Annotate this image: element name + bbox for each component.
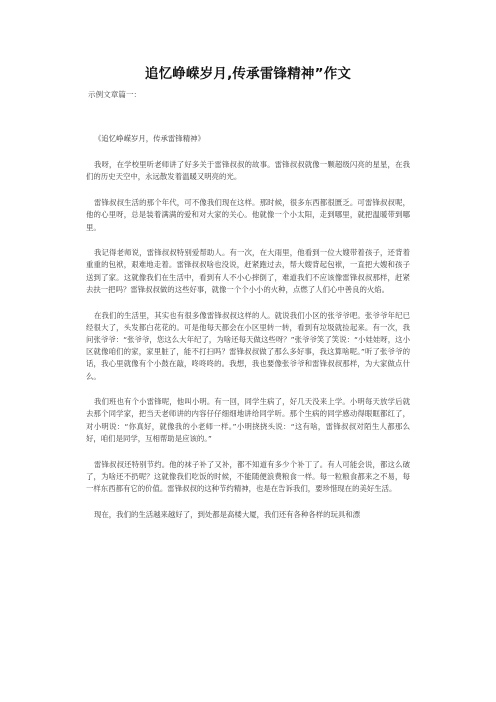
document-subtitle: 示例文章篇一： <box>88 90 142 99</box>
paragraph-3: 我记得老师说，雷锋叔叔特别爱帮助人。有一次，在大雨里，他看到一位大嫂带着孩子，还背着重重的包袱，艰难地走着。雷锋叔叔啥也没说，赶紧跑过去，帮大嫂背起包袱，一直把大嫂和孩子送到了家。这就像我们在生活中，看到有人不小心摔倒了，难道我们不应该像雷锋叔叔那样，赶紧去扶一把吗？雷锋叔叔做的这些好事，就像一个个小小的火种，点燃了人们心中善良的火焰。 <box>86 248 410 294</box>
paragraph-7: 现在，我们的生活越来越好了，到处都是高楼大厦，我们还有各种各样的玩具和漂 <box>94 509 361 519</box>
paragraph-1: 我呀，在学校里听老师讲了好多关于雷锋叔叔的故事。雷锋叔叔就像一颗超级闪亮的星星，在我们的历史天空中，永远散发着温暖又明亮的光。 <box>86 160 410 182</box>
essay-title: 《追忆峥嵘岁月，传承雷锋精神》 <box>94 134 205 143</box>
paragraph-6: 雷锋叔叔还特别节约。他的袜子补了又补，都不知道有多少个补丁了。有人可能会说，都这么破了，为啥还不扔呢？这就像我们吃饭的时候，不能随便浪费粮食一样。每一粒粮食都来之不易，每一样东西都有它的价值。雷锋叔叔的这种节约精神，也是在告诉我们，要珍惜现在的美好生活。 <box>86 459 410 493</box>
paragraph-4: 在我们的生活里，其实也有很多像雷锋叔叔这样的人。就说我们小区的张爷爷吧。张爷爷年纪已经很大了，头发都白花花的。可是他每天都会在小区里转一转，看到有垃圾就捡起来。有一次，我问张爷爷：“张爷爷，您这么大年纪了，为啥还每天做这些呀？”张爷爷笑了笑说：“小娃娃呀，这小区就像咱们的家，家里脏了，能不打扫吗？雷锋叔叔做了那么多好事，我这算啥呢。”听了张爷爷的话，我心里就像有个小鼓在敲，咚咚咚的。我想，我也要像张爷爷和雷锋叔叔那样，为大家做点什么。 <box>86 310 410 381</box>
paragraph-2: 雷锋叔叔生活的那个年代，可不像我们现在这样。那时候，很多东西都很匮乏。可雷锋叔叔呢，他的心里呀，总是装着满满的爱和对大家的关心。他就像一个小太阳，走到哪里，就把温暖带到哪里。 <box>86 198 410 232</box>
document-title: 追忆峥嵘岁月,传承雷锋精神”作文 <box>144 66 352 82</box>
paragraph-5: 我们班也有个小雷锋呢，他叫小明。有一回，同学生病了，好几天没来上学。小明每天放学后就去那个同学家，把当天老师讲的内容仔仔细细地讲给同学听。那个生病的同学感动得眼眶都红了，对小明说：“你真好，就像我的小老师一样。”小明挠挠头说：“这有啥，雷锋叔叔对陌生人都那么好，咱们是同学，互相帮助是应该的。” <box>86 397 410 443</box>
